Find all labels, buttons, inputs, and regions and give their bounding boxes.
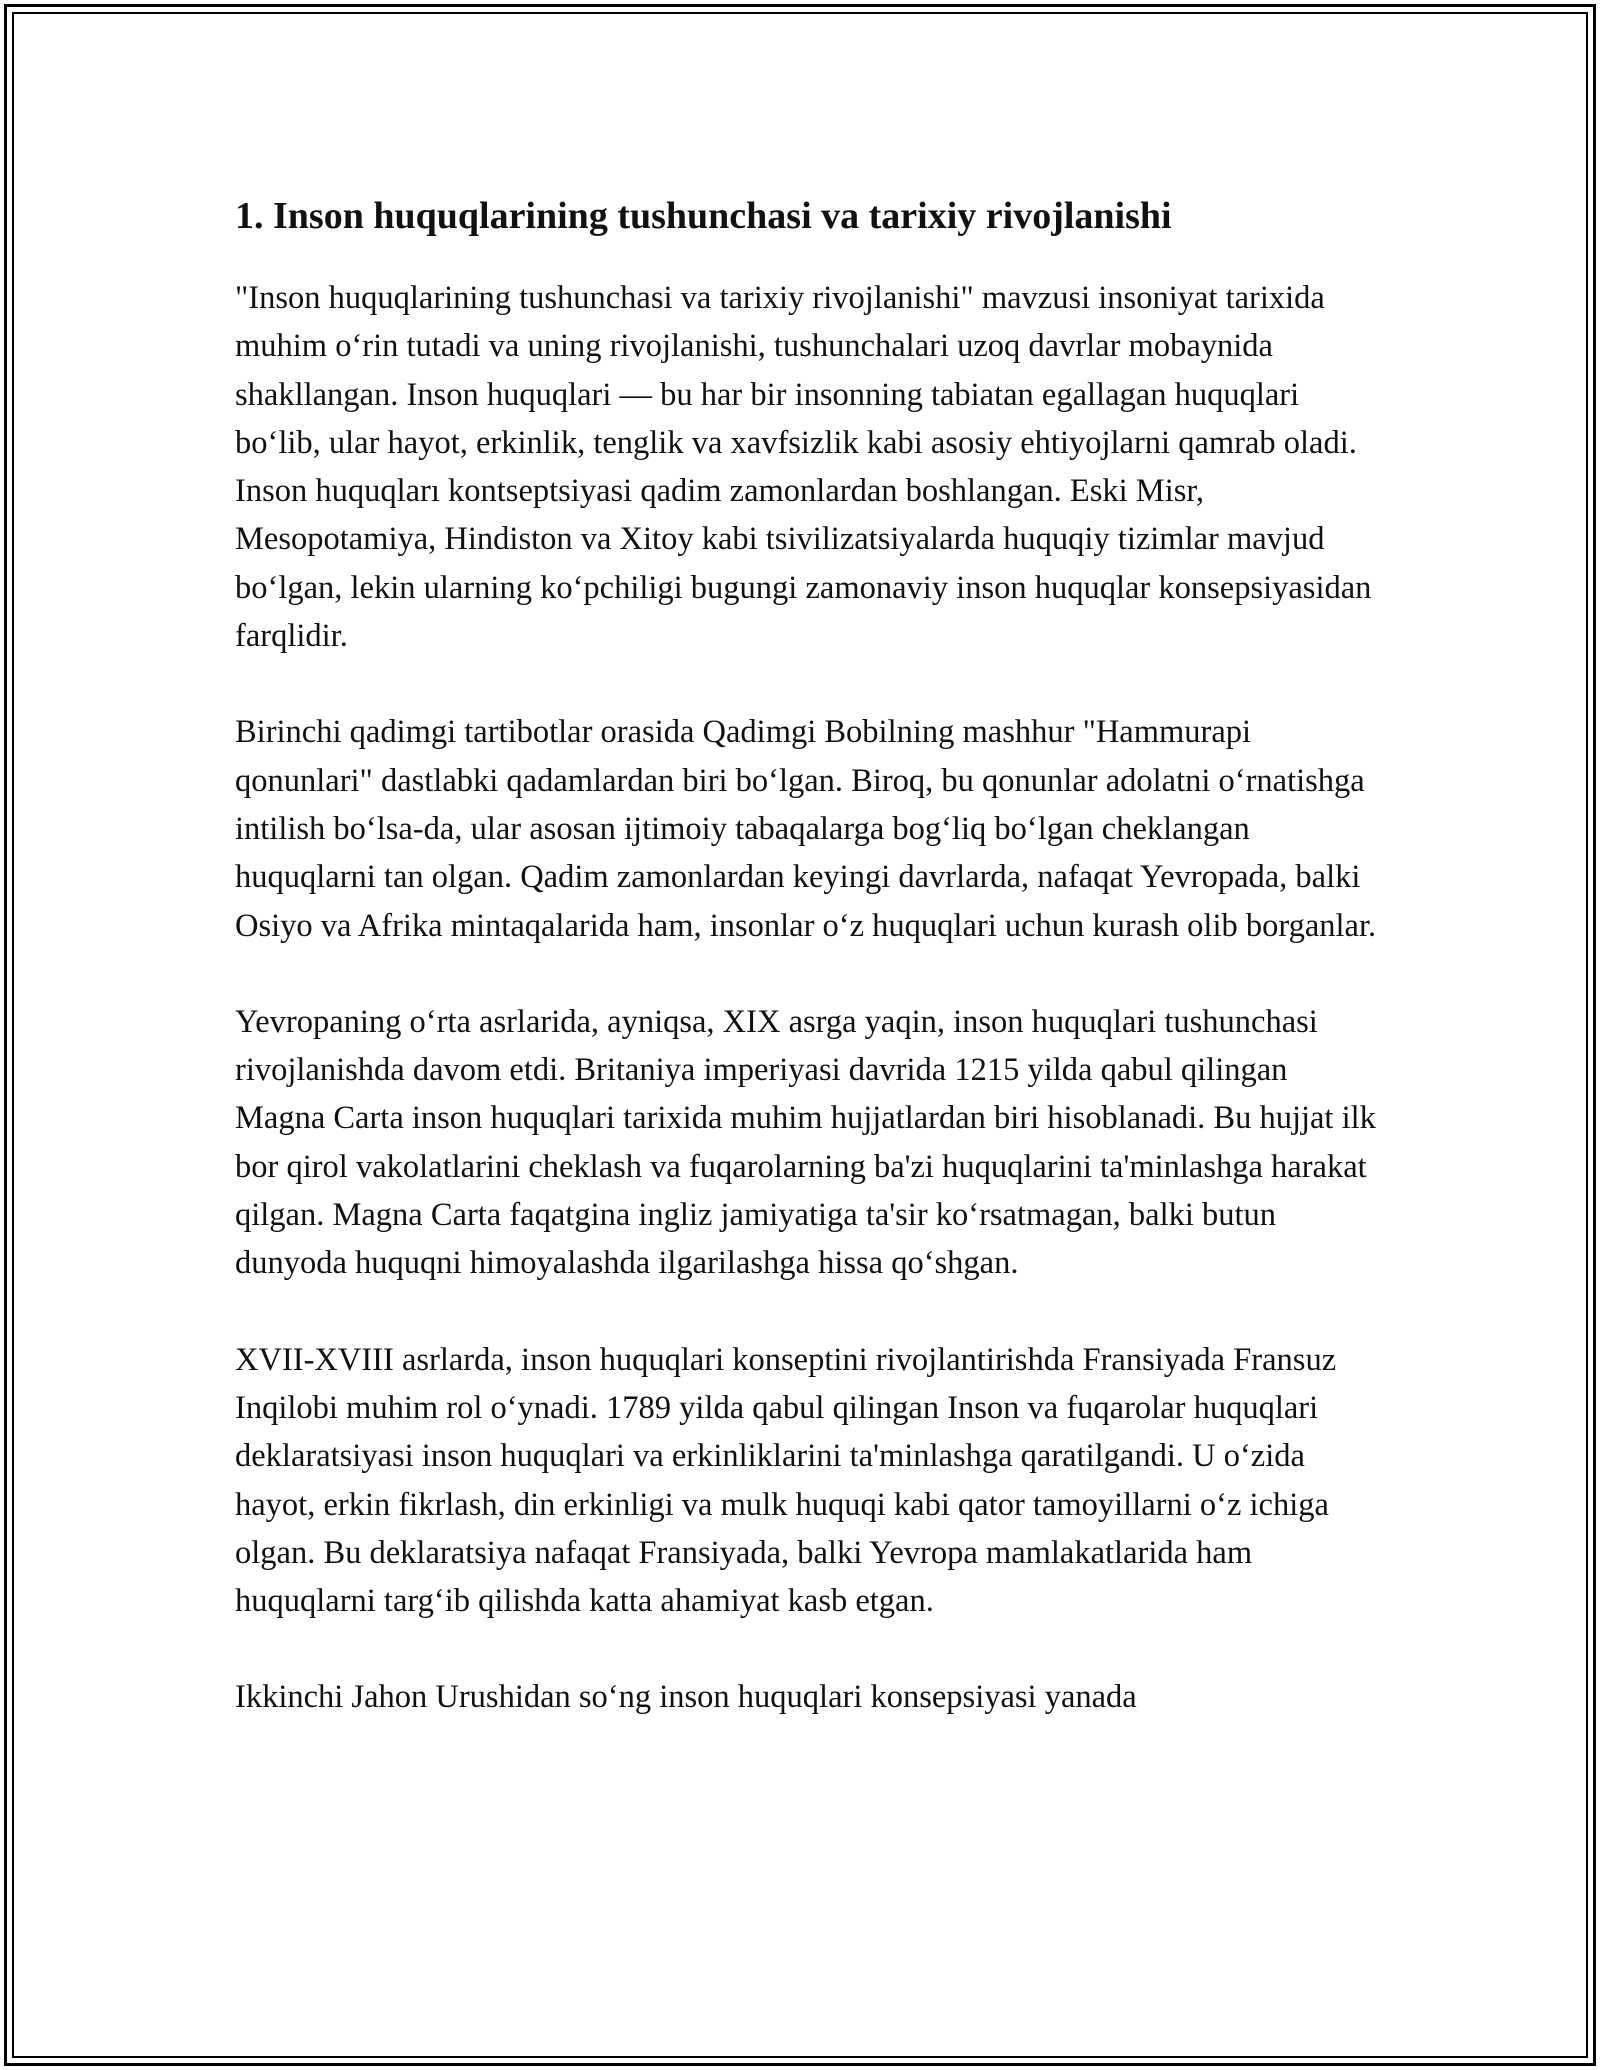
paragraph-5: Ikkinchi Jahon Urushidan soʻng inson huquqlari konsepsiyasi yanada bbox=[235, 1679, 1137, 1716]
paragraph-3: Yevropaning oʻrta asrlarida, ayniqsa, XIX asrga yaqin, inson huquqlari tushunchasi rivojlanishda davom etdi. Britaniya imperiyasi davrida 1215 yilda qabul qilingan Magna Carta inson huquqlari tarixida muhim hujjatlardan biri hisoblanadi. Bu hujjat ilk bor qirol vakolatlarini cheklash va fuqarolarning ba'zi huquqlarini ta'minlashga harakat qilgan. Magna Carta faqatgina ingliz jamiyatiga ta'sir koʻrsatmagan, balki butun dunyoda huquqni himoyalashda ilgarilashga hissa qoʻshgan. bbox=[235, 1003, 1376, 1282]
paragraph-1: "Inson huquqlarining tushunchasi va tarixiy rivojlanishi" mavzusi insoniyat tarixida muhim oʻrin tutadi va uning rivojlanishi, tushunchalari uzoq davrlar mobaynida shakllangan. Inson huquqlari — bu har bir insonning tabiatan egallagan huquqlari boʻlib, ular hayot, erkinlik, tenglik va xavfsizlik kabi asosiy ehtiyojlarni qamrab oladi. Inson huquqları kontseptsiyasi qadim zamonlardan boshlangan. Eski Misr, Mesopotamiya, Hindiston va Xitoy kabi tsivilizatsiyalarda huquqiy tizimlar mavjud boʻlgan, lekin ularning koʻpchiligi bugungi zamonaviy inson huquqlar konsepsiyasidan farqlidir. bbox=[235, 280, 1372, 655]
document-body bbox=[235, 188, 1385, 1770]
section-heading: 1. Inson huquqlarining tushunchasi va tarixiy rivojlanishi bbox=[235, 195, 1172, 237]
paragraph-2: Birinchi qadimgi tartibotlar orasida Qadimgi Bobilning mashhur "Hammurapi qonunlari" dastlabki qadamlardan biri boʻlgan. Biroq, bu qonunlar adolatni oʻrnatishga intilish boʻlsa-da, ular asosan ijtimoiy tabaqalarga bogʻliq boʻlgan cheklangan huquqlarni tan olgan. Qadim zamonlardan keyingi davrlarda, nafaqat Yevropada, balki Osiyo va Afrika mintaqalarida ham, insonlar oʻz huquqlari uchun kurash olib borganlar. bbox=[235, 714, 1377, 944]
paragraph-4: XVII-XVIII asrlarda, inson huquqlari konseptini rivojlantirishda Fransiyada Fransuz Inqilobi muhim rol oʻynadi. 1789 yilda qabul qilingan Inson va fuqarolar huquqlari deklaratsiyasi inson huquqlari va erkinliklarini ta'minlashga qaratilgandi. U oʻzida hayot, erkin fikrlash, din erkinligi va mulk huquqi kabi qator tamoyillarni oʻz ichiga olgan. Bu deklaratsiya nafaqat Fransiyada, balki Yevropa mamlakatlarida ham huquqlarni targʻib qilishda katta ahamiyat kasb etgan. bbox=[235, 1341, 1337, 1620]
